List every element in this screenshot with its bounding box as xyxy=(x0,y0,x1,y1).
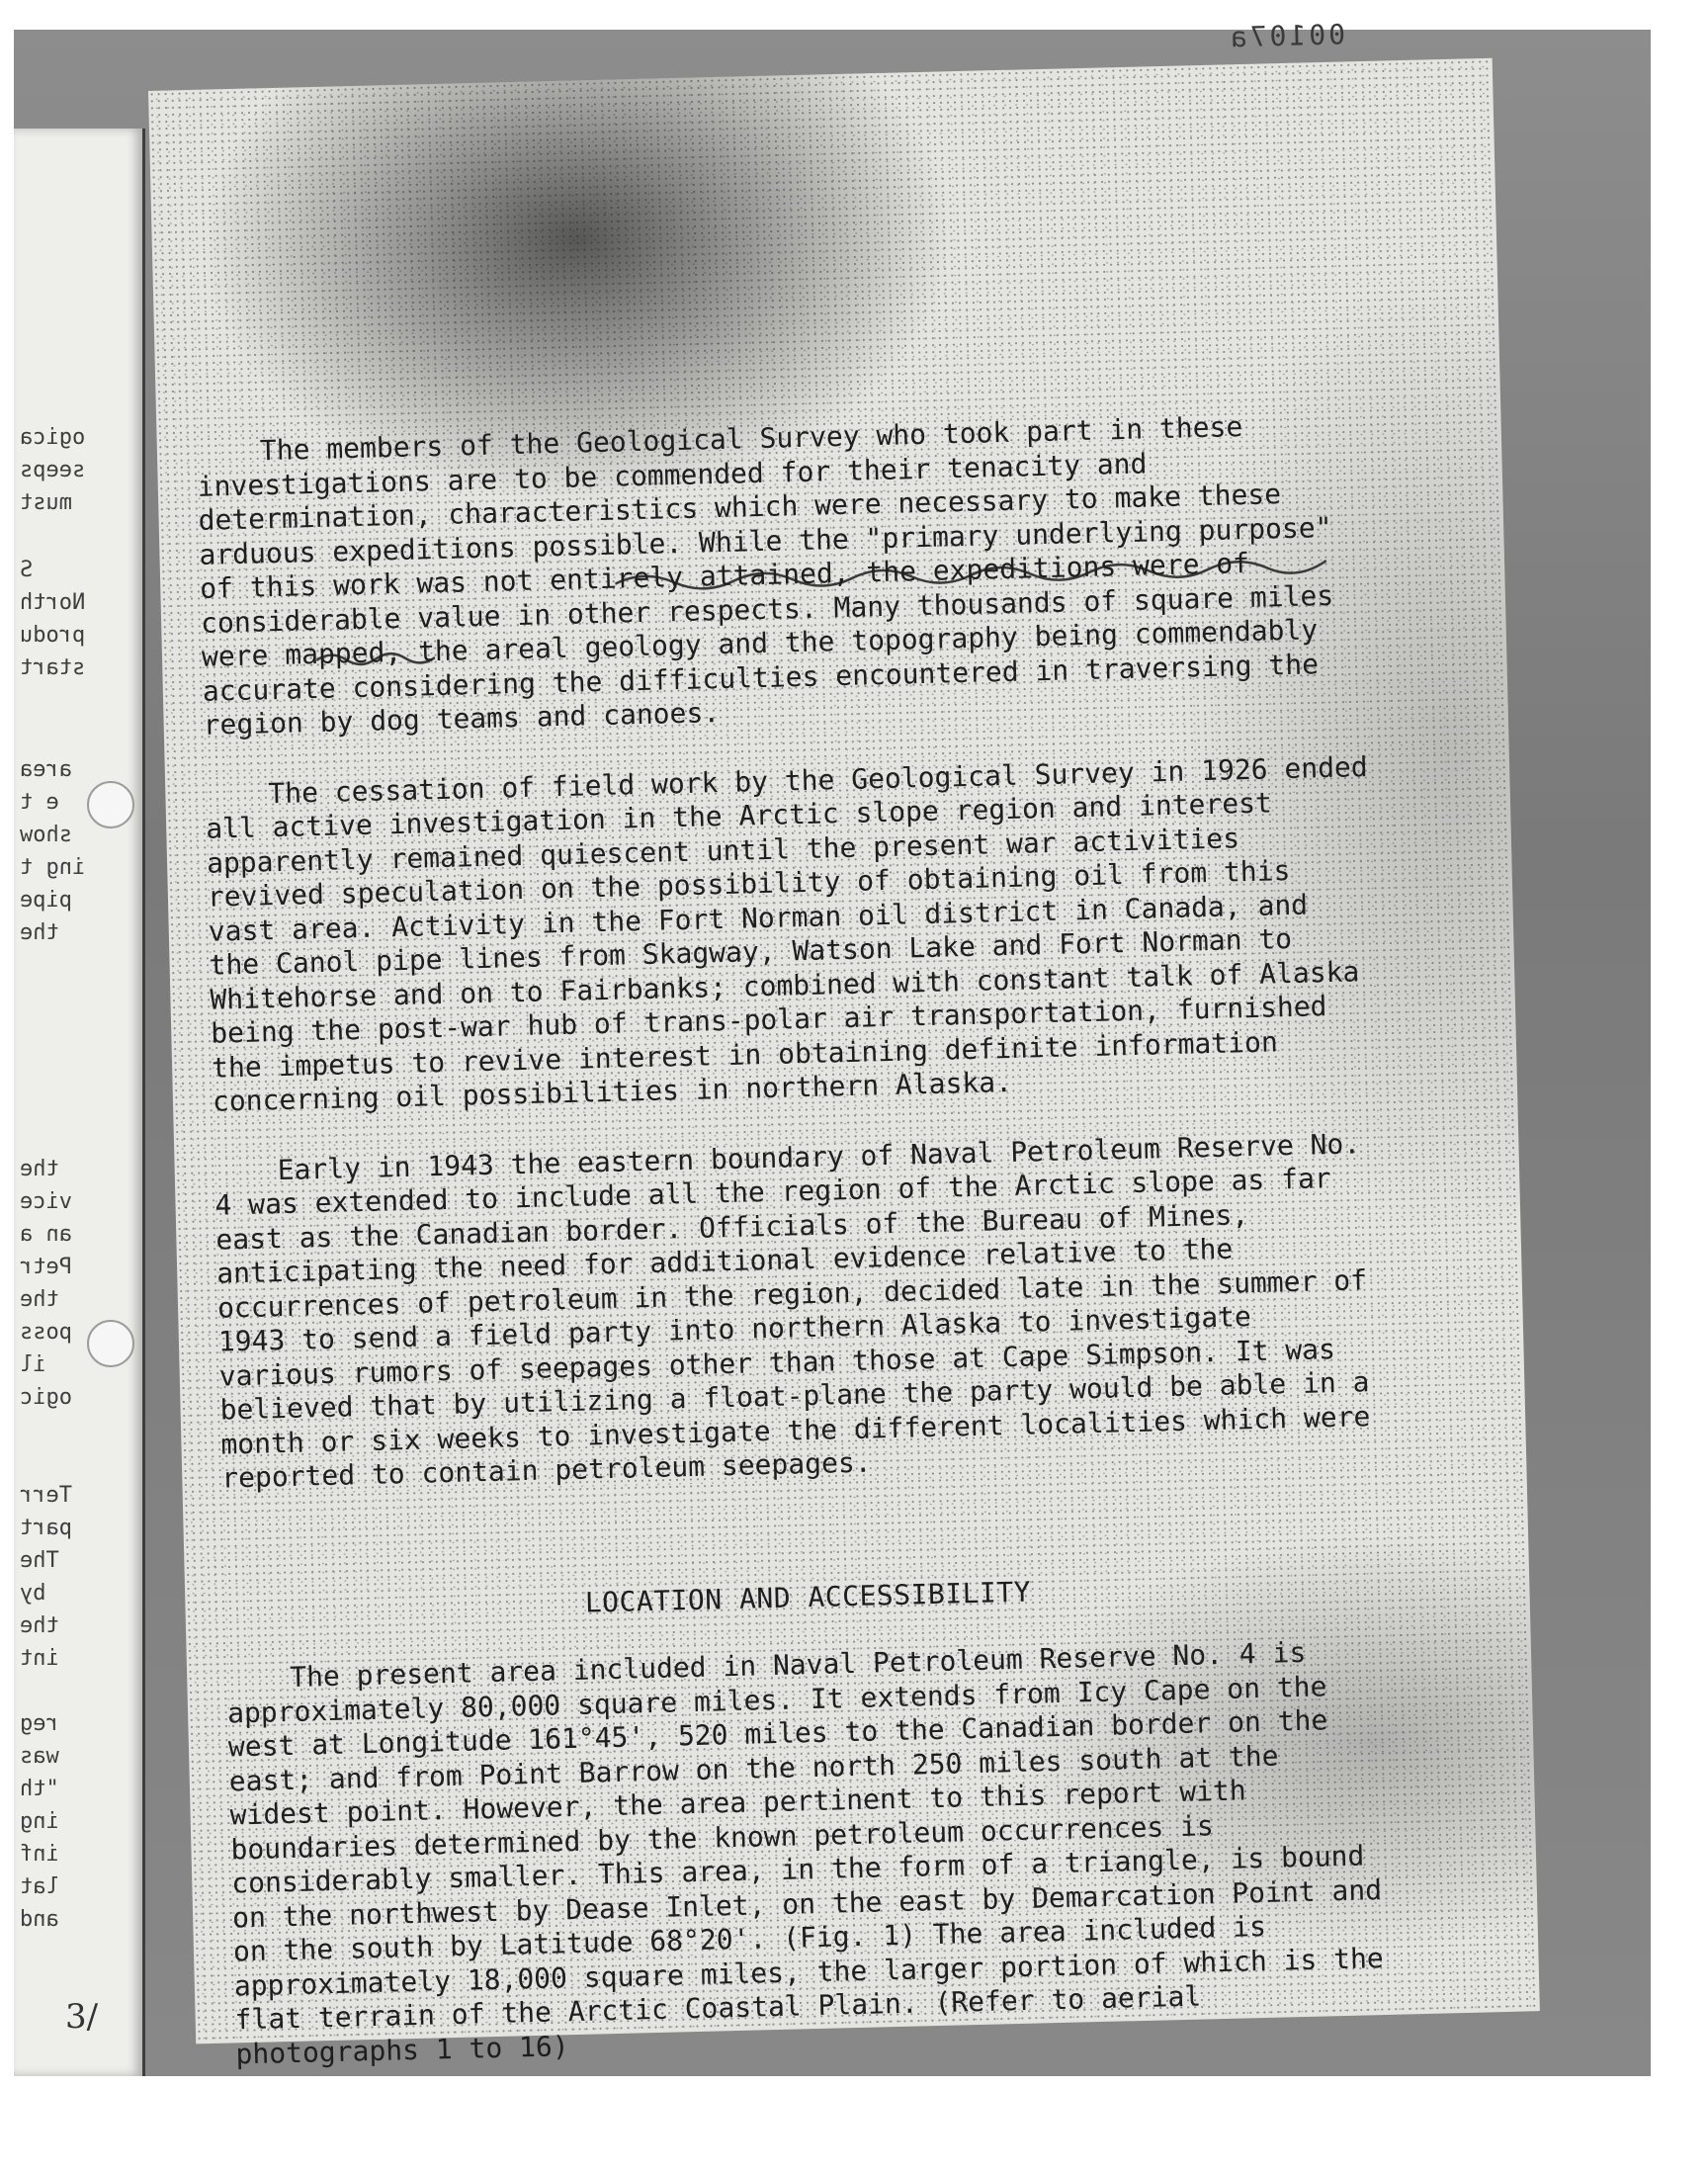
under-line: ogic xyxy=(20,1385,72,1410)
under-line: seeps xyxy=(20,458,86,482)
under-line: the xyxy=(20,1613,59,1638)
paragraph: The cessation of field work by the Geological Survey in 1926 ended all active investigation in the Arctic slope region and interest apparently remained quiescent until the present war activities revived speculation on the possibility of obtaining oil from this vast area. Activity in the Fort Norman oil district in Canada, and the Canol pipe lines from Skagway, Watson Lake and Fort Norman to Whitehorse and on to Fairbanks; combined with constant talk of Alaska being the post-war hub of trans-polar air transportation, furnished the impetus to revive interest in obtaining definite information concerning oil possibilities in northern Alaska. xyxy=(205,749,1369,1118)
page-number: 00107a xyxy=(1227,18,1346,54)
under-line: start xyxy=(20,655,86,680)
section-heading: LOCATION AND ACCESSIBILITY xyxy=(584,1575,1032,1619)
under-line: North xyxy=(20,590,86,615)
under-line: "th xyxy=(20,1777,59,1801)
under-line: produ xyxy=(20,623,86,648)
under-line: and xyxy=(20,1907,59,1932)
under-line: S xyxy=(20,558,34,582)
under-line: inf xyxy=(20,1842,59,1867)
under-line: reg xyxy=(20,1711,59,1736)
document-page xyxy=(148,18,1540,2070)
under-line: ogica xyxy=(20,425,86,450)
under-line: by xyxy=(20,1581,46,1606)
punch-hole xyxy=(87,1320,134,1367)
under-line: lat xyxy=(20,1874,59,1899)
under-line: il xyxy=(20,1352,46,1377)
under-line: must xyxy=(20,490,72,515)
document-body xyxy=(197,407,1404,2107)
under-line: int xyxy=(20,1646,59,1671)
under-line: the xyxy=(20,1287,59,1312)
under-line: the xyxy=(20,1157,59,1181)
under-line: Terr xyxy=(20,1483,72,1508)
paragraph: The members of the Geological Survey who took part in these investigations are to be commended for their tenacity and determination, characteristics which were necessary to make these arduous expeditions possible. While the "primary underlying purpose" of this work was not entirely attained, the expeditions were of considerable value in other respects. Many thousands of square miles were mapped, the areal geology and the topography being commendably accurate considering the difficulties encountered in traversing the region by dog teams and canoes. xyxy=(197,410,1334,741)
underlying-page xyxy=(14,129,145,2076)
handwritten-page-mark: 3/ xyxy=(65,1997,99,2037)
under-line: an a xyxy=(20,1222,72,1247)
under-line: poss xyxy=(20,1320,72,1345)
under-line: ing xyxy=(20,1809,59,1834)
punch-hole xyxy=(87,781,134,828)
under-line: Petr xyxy=(20,1255,72,1279)
under-line: e t xyxy=(20,790,59,815)
paragraph: Early in 1943 the eastern boundary of Naval Petroleum Reserve No. 4 was extended to include all the region of the Arctic slope as far east as the Canadian border. Officials of the Bureau of Mines, anticipating the need for additional evidence relative to the occurrences of petroleum in the region, decided late in the summer of 1943 to send a field party into northern Alaska to investigate various rumors of seepages other than those at Cape Simpson. It was believed that by utilizing a float-plane the party would be able in a month or six weeks to investigate the different localities which were reported to contain petroleum seepages. xyxy=(214,1126,1371,1495)
under-line: area xyxy=(20,757,72,782)
under-line: ing t xyxy=(20,855,86,880)
under-line: pipe xyxy=(20,888,72,913)
under-line: the xyxy=(20,920,59,945)
under-line: The xyxy=(20,1548,59,1573)
under-line: was xyxy=(20,1744,59,1769)
under-line: show xyxy=(20,823,72,847)
paragraph: The present area included in Naval Petroleum Reserve No. 4 is approximately 80,000 square miles. It extends from Icy Cape on the west at Longitude 161°45', 520 miles to the Canadian border on the east; and from Point Barrow on the north 250 miles south at the widest point. However, the area pertinent to this report with boundaries determined by the known petroleum occurrences is considerably smaller. This area, in the form of a triangle, is bound on the northwest by Dease Inlet, on the east by Demarcation Point and on the south by Latitude 68°20'. (Fig. 1) The area included is approximately 18,000 square miles, the larger portion of which is the flat terrain of the Arctic Coastal Plain. (Refer to aerial photographs 1 to 16) xyxy=(226,1635,1385,2070)
under-line: part xyxy=(20,1516,72,1540)
under-line: vice xyxy=(20,1189,72,1214)
